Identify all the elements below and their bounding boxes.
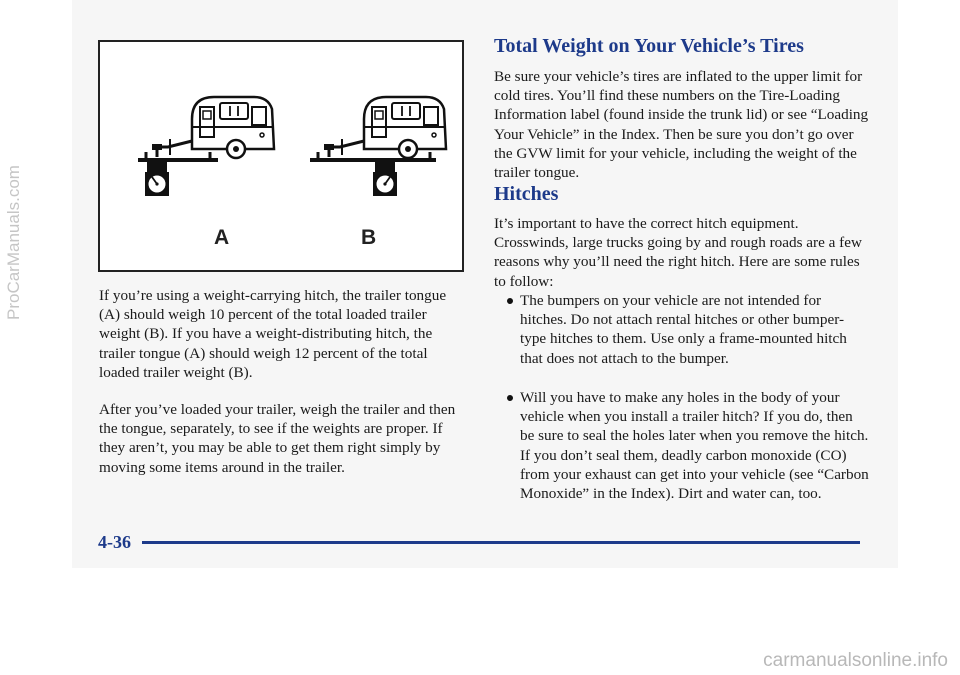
trailer-scale-illustration xyxy=(100,42,462,270)
bullet-icon xyxy=(507,395,513,401)
bullet-text: The bumpers on your vehicle are not intended for hitches. Do not attach rental hitches or other bumper-type hitches to them. Use only a frame-mounted hitch that does not attach to the bumper. xyxy=(520,292,847,367)
footer-rule xyxy=(142,541,860,544)
side-watermark-text: ProCarManuals.com xyxy=(4,165,23,320)
bullet-icon xyxy=(507,298,513,304)
list-item xyxy=(494,388,870,508)
list-item xyxy=(494,291,870,387)
figure-label-b: B xyxy=(361,226,377,249)
weigh-trailer-paragraph: After you’ve loaded your trailer, weigh the trailer and then the tongue, separately, to see if the weights are proper. If they aren’t, you may be able to get them right simply by moving some items around in the trailer. xyxy=(99,401,456,476)
trailer-weight-figure xyxy=(98,40,464,272)
hitches-intro-paragraph: It’s important to have the correct hitch equipment. Crosswinds, large trucks going by and rough roads are a few reasons why you’ll need the right hitch. Here are some rules to follow: xyxy=(494,215,862,290)
weight-carrying-paragraph: If you’re using a weight-carrying hitch, the trailer tongue (A) should weigh 10 percent of the total loaded trailer weight (B). If you have a weight-distributing hitch, the trailer tongue (A) should weigh 12 percent of the total loaded trailer weight (B). xyxy=(99,287,447,381)
side-watermark xyxy=(0,0,35,330)
page-number: 4-36 xyxy=(98,532,131,552)
tires-paragraph: Be sure your vehicle’s tires are inflated to the upper limit for cold tires. You’ll find these numbers on the Tire-Loading Information label (found inside the trunk lid) or see “Loading Your Vehicle” in the Index. Then be sure you don’t go over the GVW limit for your vehicle, including the weight of the trailer tongue. xyxy=(494,68,869,182)
tires-heading: Total Weight on Your Vehicle’s Tires xyxy=(494,35,804,57)
figure-label-a: A xyxy=(214,226,230,249)
hitches-heading: Hitches xyxy=(494,183,559,205)
bottom-watermark: carmanualsonline.info xyxy=(763,650,948,671)
bullet-text: Will you have to make any holes in the body of your vehicle when you install a trailer hitch? If you do, then be sure to seal the holes later when you remove the hitch. If you don’t seal them, deadly carbon monoxide (CO) from your exhaust can get into your vehicle (see “Carbon Monoxide” in the Index). Dirt and water can, too. xyxy=(520,389,869,503)
